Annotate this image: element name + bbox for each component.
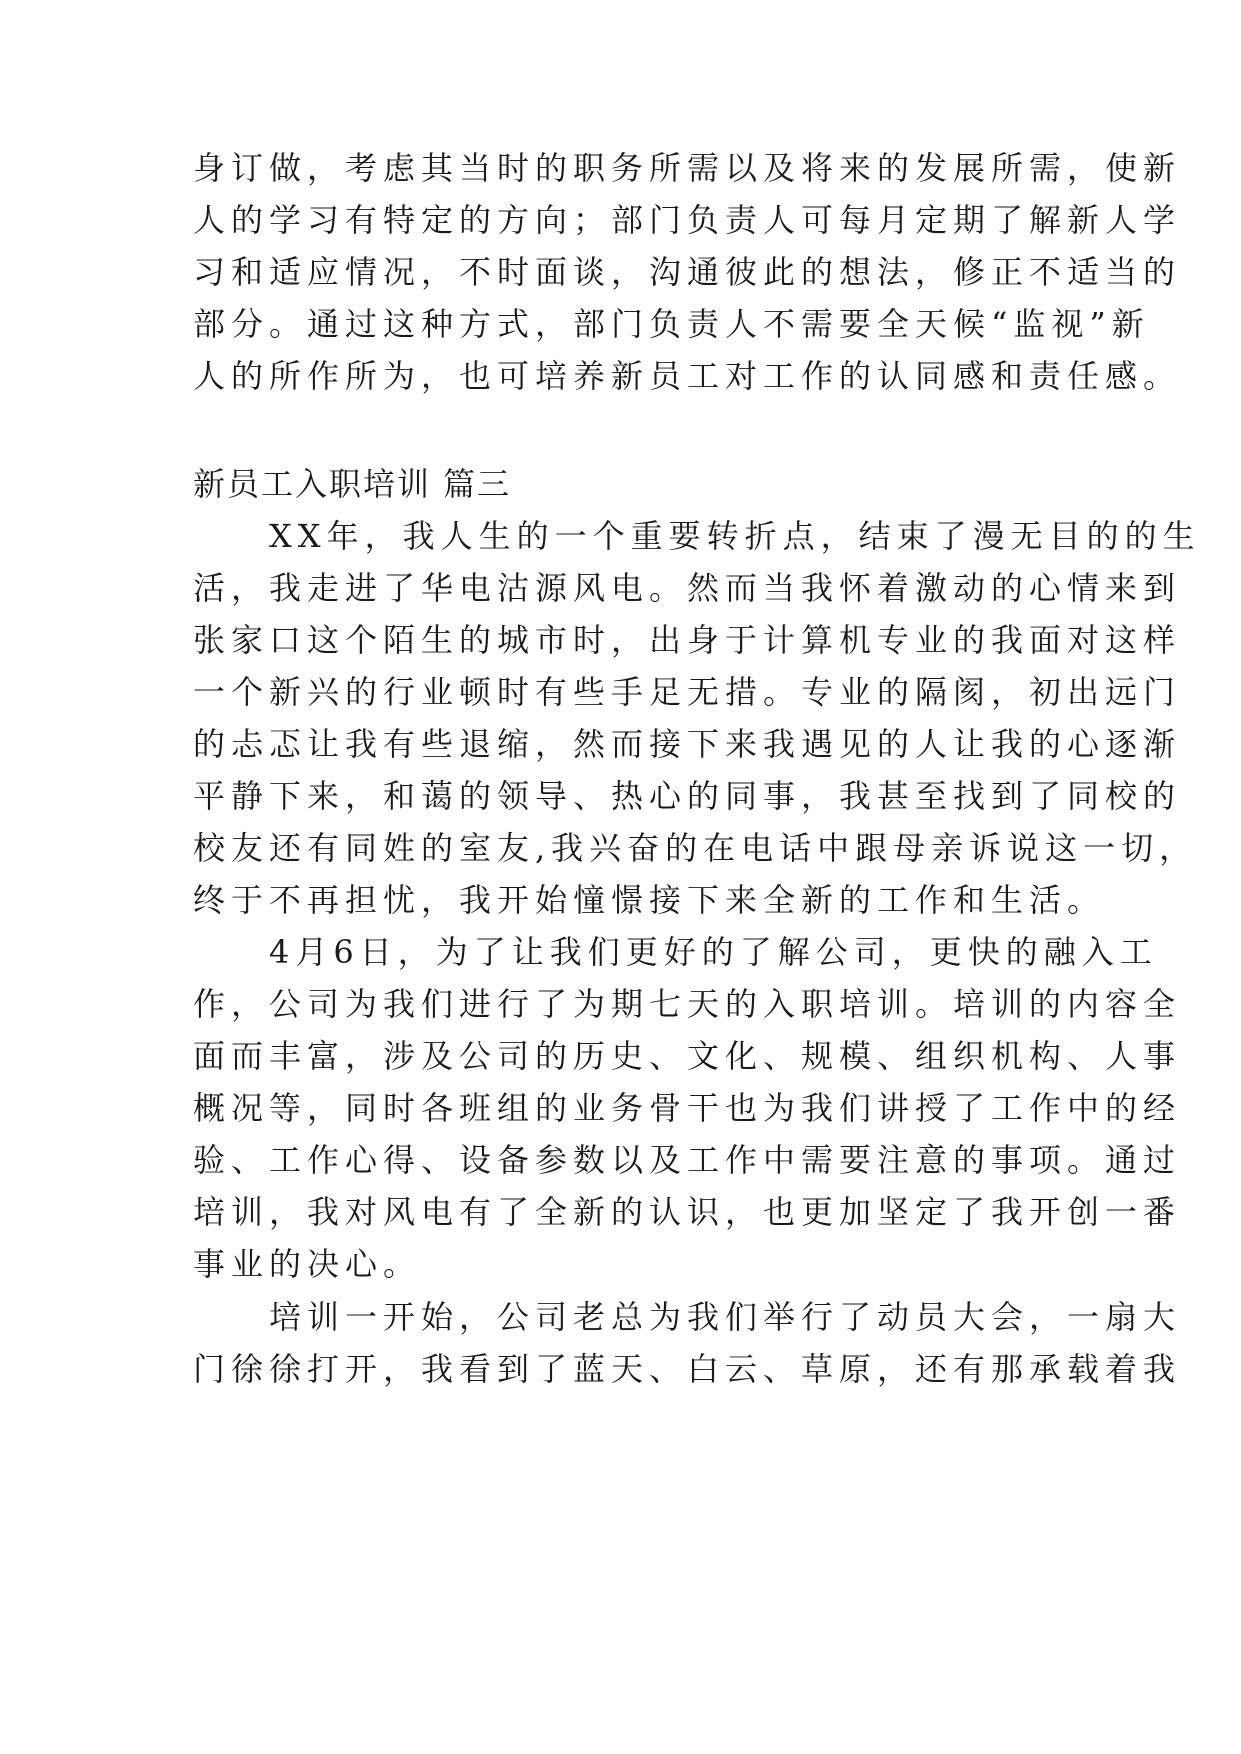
paragraph-line: 终于不再担忧，我开始憧憬接下来全新的工作和生活。 — [193, 881, 1106, 919]
paragraph-line: 张家口这个陌生的城市时，出身于计算机专业的我面对这样 — [193, 621, 1182, 659]
section-title: 新员工入职培训 篇三 — [193, 465, 512, 503]
paragraph-line: 身订做，考虑其当时的职务所需以及将来的发展所需，使新 — [193, 149, 1182, 187]
paragraph-line: 4月6日，为了让我们更好的了解公司，更快的融入工 — [193, 933, 1158, 971]
paragraph-line: 作，公司为我们进行了为期七天的入职培训。培训的内容全 — [193, 985, 1182, 1023]
paragraph-line: 人的所作所为，也可培养新员工对工作的认同感和责任感。 — [193, 357, 1182, 395]
paragraph-line: 活，我走进了华电沽源风电。然而当我怀着激动的心情来到 — [193, 569, 1182, 607]
paragraph-line: 培训一开始，公司老总为我们举行了动员大会，一扇大 — [193, 1298, 1182, 1336]
paragraph-line: 人的学习有特定的方向；部门负责人可每月定期了解新人学 — [193, 201, 1182, 239]
paragraph-line: 部分。通过这种方式，部门负责人不需要全天候“监视”新 — [193, 305, 1150, 343]
paragraph-line: 一个新兴的行业顿时有些手足无措。专业的隔阂，初出远门 — [193, 673, 1182, 711]
paragraph-line: 面而丰富，涉及公司的历史、文化、规模、组织机构、人事 — [193, 1037, 1182, 1075]
paragraph-line: 事业的决心。 — [193, 1245, 422, 1283]
paragraph-line: 平静下来，和蔼的领导、热心的同事，我甚至找到了同校的 — [193, 777, 1182, 815]
paragraph-line: 的忐忑让我有些退缩，然而接下来我遇见的人让我的心逐渐 — [193, 725, 1182, 763]
paragraph-line: 验、工作心得、设备参数以及工作中需要注意的事项。通过 — [193, 1141, 1182, 1179]
paragraph-line: XX年，我人生的一个重要转折点，结束了漫无目的的生 — [193, 517, 1201, 555]
paragraph-line: 校友还有同姓的室友,我兴奋的在电话中跟母亲诉说这一切， — [193, 829, 1198, 867]
paragraph-line: 门徐徐打开，我看到了蓝天、白云、草原，还有那承载着我 — [193, 1350, 1182, 1388]
paragraph-line: 概况等，同时各班组的业务骨干也为我们讲授了工作中的经 — [193, 1089, 1182, 1127]
paragraph-line: 习和适应情况，不时面谈，沟通彼此的想法，修正不适当的 — [193, 253, 1182, 291]
paragraph-line: 培训，我对风电有了全新的认识，也更加坚定了我开创一番 — [193, 1193, 1182, 1231]
